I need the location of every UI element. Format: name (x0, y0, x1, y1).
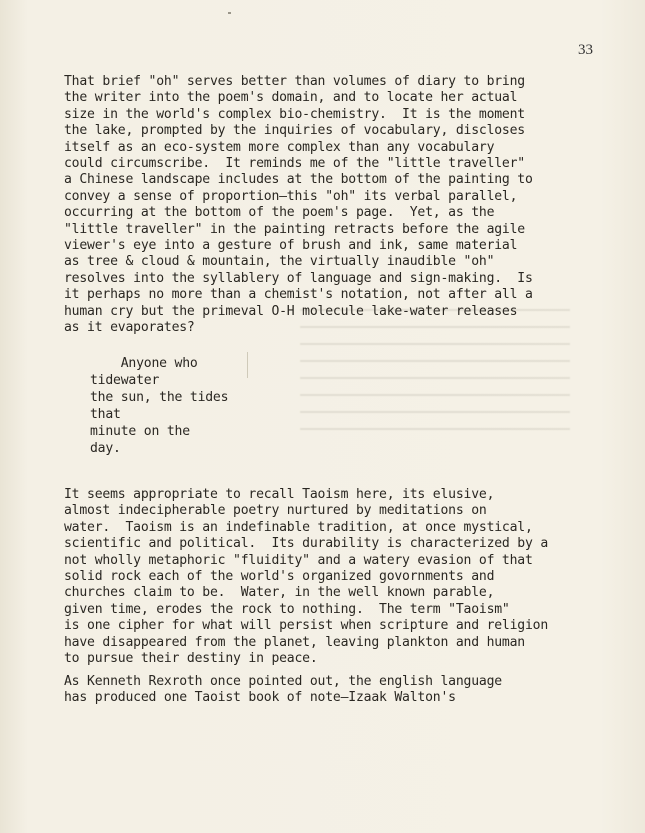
paragraph-oh: That brief "oh" serves better than volumes of diary to bring the writer into the poem's domain, and to locate her actual size in the world's complex bio-chemistry. It is the moment the lake, prompted by the inquiries of vocabulary, discloses itself as an eco-system more complex than any vocabulary could circumscribe. It reminds me of the "little traveller" a Chinese landscape includes at the bottom of the painting to convey a sense of proportion—this "oh" its verbal parallel, occurring at the bottom of the poem's page. Yet, as the "little traveller" in the painting retracts before the agile viewer's eye into a gesture of brush and ink, same material as tree & cloud & mountain, the virtually inaudible "oh" resolves into the syllablery of language and sign-making. Is it perhaps no more than a chemist's notation, not after all a human cry but the primeval O-H molecule lake-water releases as it evaporates? (64, 74, 533, 336)
paragraph-taoism: It seems appropriate to recall Taoism here, its elusive, almost indecipherable poetry nurtured by meditations on water. Taoism is an indefinable tradition, at once mystical, scientific and political. Its durability is characterized by a not wholly metaphoric "fluidity" and a watery evasion of that solid rock each of the world's organized govornments and churches claim to be. Water, in the well known parable, given time, erodes the rock to nothing. The term "Taoism" is one cipher for what will persist when scripture and religion have disappeared from the planet, leaving plankton and human to pursue their destiny in peace. (64, 487, 549, 667)
paragraph-rexroth: As Kenneth Rexroth once pointed out, the english language has produced one Taoist book of note—Izaak Walton's (64, 674, 502, 706)
quoted-poem: Anyone who tidewater the sun, the tides that minute on the day. (90, 356, 229, 456)
paper-speck (228, 12, 231, 14)
page-number: 33 (578, 42, 593, 58)
poem-margin-rule (247, 352, 248, 378)
